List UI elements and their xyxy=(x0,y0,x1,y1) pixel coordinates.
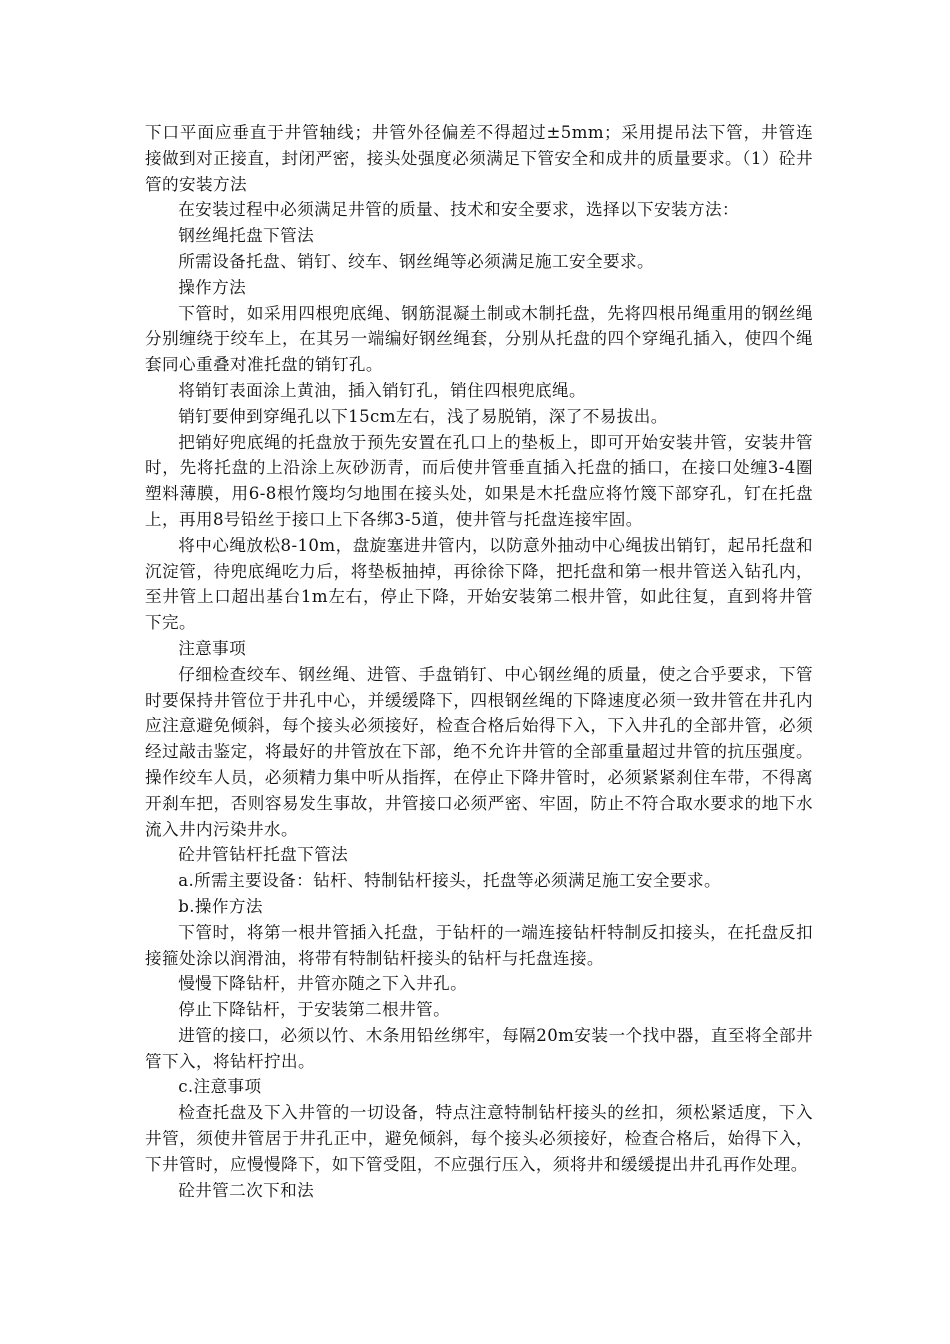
paragraph: c.注意事项 xyxy=(178,1077,262,1097)
paragraph: 仔细检查绞车、钢丝绳、进管、手盘销钉、中心钢丝绳的质量，使之合乎要求，下管时要保持井管位于井孔中心，并缓缓降下，四根钢丝绳的下降速度必须一致井管在井孔内应注意避免倾斜，每个接头必须接好，检查合格后始得下入，下入井孔的全部井管，必须经过敲击鉴定，将最好的井管放在下部，绝不允许井管的全部重量超过井管的抗压强度。操作绞车人员，必须精力集中听从指挥，在停止下降井管时，必须紧紧刹住车带，不得离开刹车把，否则容易发生事故，井管接口必须严密、牢固，防止不符合取水要求的地下水流入井内污染井水。 xyxy=(145,664,813,839)
paragraph: 检查托盘及下入井管的一切设备，特点注意特制钻杆接头的丝扣，须松紧适度，下入井管，须使井管居于井孔正中，避免倾斜，每个接头必须接好，检查合格后，始得下入，下井管时，应慢慢降下，如下管受阻，不应强行压入，须将井和缓缓提出井孔再作处理。 xyxy=(145,1103,813,1174)
paragraph: 把销好兜底绳的托盘放于预先安置在孔口上的垫板上，即可开始安装井管，安装井管时，先将托盘的上沿涂上灰砂沥青，而后使井管垂直插入托盘的插口，在接口处缠3-4圈塑料薄膜，用6-8根竹篾均匀地围在接头处，如果是木托盘应将竹篾下部穿孔，钉在托盘上，再用8号铅丝于接口上下各绑3-5道，使井管与托盘连接牢固。 xyxy=(145,432,813,529)
paragraph: 操作方法 xyxy=(178,277,247,297)
paragraph: 钢丝绳托盘下管法 xyxy=(178,226,315,246)
paragraph: 在安装过程中必须满足井管的质量、技术和安全要求，选择以下安装方法： xyxy=(178,200,739,220)
paragraph: 注意事项 xyxy=(178,638,247,658)
document-body xyxy=(145,120,813,1203)
paragraph: a.所需主要设备：钻杆、特制钻杆接头，托盘等必须满足施工安全要求。 xyxy=(178,871,721,891)
paragraph: 停止下降钻杆，于安装第二根井管。 xyxy=(178,1000,451,1020)
paragraph: 所需设备托盘、销钉、绞车、钢丝绳等必须满足施工安全要求。 xyxy=(178,251,655,271)
paragraph: 砼井管二次下和法 xyxy=(178,1180,315,1200)
paragraph: 慢慢下降钻杆，井管亦随之下入井孔。 xyxy=(178,974,468,994)
paragraph: 下管时，如采用四根兜底绳、钢筋混凝土制或木制托盘，先将四根吊绳重用的钢丝绳分别缠绕于绞车上，在其另一端编好钢丝绳套，分别从托盘的四个穿绳孔插入，使四个绳套同心重叠对准托盘的销钉孔。 xyxy=(145,303,813,375)
paragraph: b.操作方法 xyxy=(178,896,263,916)
paragraph: 销钉要伸到穿绳孔以下15cm左右，浅了易脱销，深了不易拔出。 xyxy=(178,406,668,426)
paragraph: 砼井管钻杆托盘下管法 xyxy=(178,845,349,865)
paragraph: 将销钉表面涂上黄油，插入销钉孔，销住四根兜底绳。 xyxy=(178,380,587,400)
paragraph: 将中心绳放松8-10m，盘旋塞进井管内，以防意外抽动中心绳拔出销钉，起吊托盘和沉淀管，待兜底绳吃力后，将垫板抽掉，再徐徐下降，把托盘和第一根井管送入钻孔内，至井管上口超出基台1m左右，停止下降，开始安装第二根井管，如此往复，直到将井管下完。 xyxy=(145,535,813,633)
paragraph: 下口平面应垂直于井管轴线；井管外径偏差不得超过±5mm；采用提吊法下管，井管连接做到对正接直，封闭严密，接头处强度必须满足下管安全和成井的质量要求。（1）砼井管的安装方法 xyxy=(145,123,813,194)
paragraph: 进管的接口，必须以竹、木条用铅丝绑牢，每隔20m安装一个找中器，直至将全部井管下入，将钻杆拧出。 xyxy=(145,1025,813,1071)
paragraph: 下管时，将第一根井管插入托盘，于钻杆的一端连接钻杆特制反扣接头，在托盘反扣接箍处涂以润滑油，将带有特制钻杆接头的钻杆与托盘连接。 xyxy=(145,922,813,968)
